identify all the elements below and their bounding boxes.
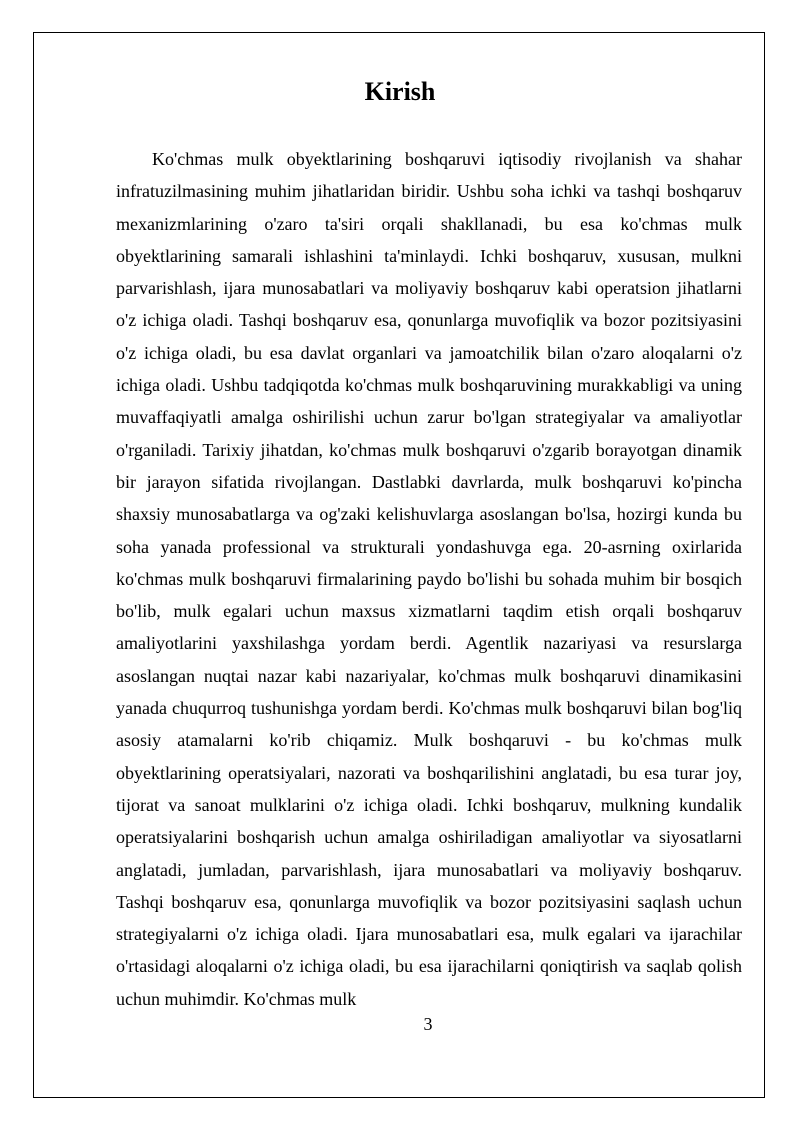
page-title: Kirish (364, 77, 436, 106)
body-paragraph: Ko'chmas mulk obyektlarining boshqaruvi iqtisodiy rivojlanish va shahar infratuzilmasining muhim jihatlaridan biridir. Ushbu soha ichki va tashqi boshqaruv mexanizmlarining o'zaro ta'siri orqali shakllanadi, bu esa ko'chmas mulk obyektlarining samarali ishlashini ta'minlaydi. Ichki boshqaruv, xususan, mulkni parvarishlash, ijara munosabatlari va moliyaviy boshqaruv kabi operatsion jihatlarni o'z ichiga oladi. Tashqi boshqaruv esa, qonunlarga muvofiqlik va bozor pozitsiyasini o'z ichiga oladi, bu esa davlat organlari va jamoatchilik bilan o'zaro aloqalarni o'z ichiga oladi. Ushbu tadqiqotda ko'chmas mulk boshqaruvining murakkabligi va uning muvaffaqiyatli amalga oshirilishi uchun zarur bo'lgan strategiyalar va amaliyotlar o'rganiladi. Tarixiy jihatdan, ko'chmas mulk boshqaruvi o'zgarib borayotgan dinamik bir jarayon sifatida rivojlangan. Dastlabki davrlarda, mulk boshqaruvi ko'pincha shaxsiy munosabatlarga va og'zaki kelishuvlarga asoslangan bo'lsa, hozirgi kunda bu soha yanada professional va strukturali yondashuvga ega. 20-asrning oxirlarida ko'chmas mulk boshqaruvi firmalarining paydo bo'lishi bu sohada muhim bir bosqich bo'lib, mulk egalari uchun maxsus xizmatlarni taqdim etish orqali boshqaruv amaliyotlarini yaxshilashga yordam berdi. Agentlik nazariyasi va resurslarga asoslangan nuqtai nazar kabi nazariyalar, ko'chmas mulk boshqaruvi dinamikasini yanada chuqurroq tushunishga yordam berdi. Ko'chmas mulk boshqaruvi bilan bog'liq asosiy atamalarni ko'rib chiqamiz. Mulk boshqaruvi - bu ko'chmas mulk obyektlarining operatsiyalari, nazorati va boshqarilishini anglatadi, bu esa turar joy, tijorat va sanoat mulklarini o'z ichiga oladi. Ichki boshqaruv, mulkning kundalik operatsiyalarini boshqarish uchun amalga oshiriladigan amaliyotlar va siyosatlarni anglatadi, jumladan, parvarishlash, ijara munosabatlari va moliyaviy boshqaruv. Tashqi boshqaruv esa, qonunlarga muvofiqlik va bozor pozitsiyasini saqlash uchun strategiyalarni o'z ichiga oladi. Ijara munosabatlari esa, mulk egalari va ijarachilar o'rtasidagi aloqalarni o'z ichiga oladi, bu esa ijarachilarni qoniqtirish va saqlab qolish uchun muhimdir. Ko'chmas mulk (116, 149, 742, 1009)
page-number: 3 (423, 1014, 433, 1034)
